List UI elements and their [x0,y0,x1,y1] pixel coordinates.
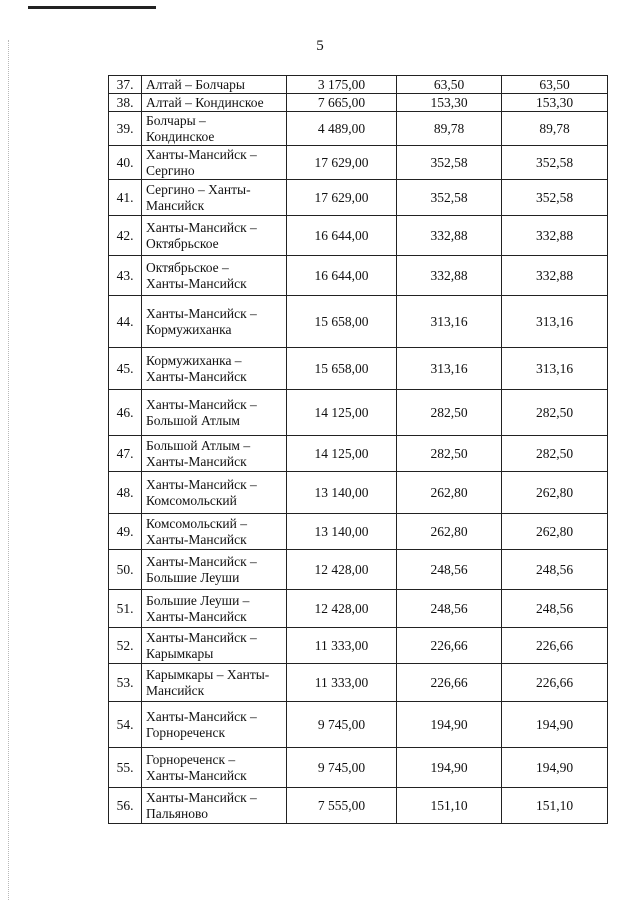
fee-amount-2: 153,30 [502,94,608,112]
total-amount: 11 333,00 [287,628,397,664]
fee-amount-2: 226,66 [502,664,608,702]
table-row [109,628,608,664]
route-line: Горнореченск [146,724,226,740]
route-line: Октябрьское [146,235,219,251]
route-cell [142,590,287,628]
table-row [109,590,608,628]
table-row [109,748,608,788]
fee-amount: 313,16 [397,348,502,390]
total-amount: 12 428,00 [287,590,397,628]
route-cell [142,296,287,348]
fee-amount-2: 248,56 [502,550,608,590]
route-line: Октябрьское – [146,259,229,275]
page-number: 5 [316,38,324,54]
total-amount: 13 140,00 [287,472,397,514]
table-row [109,94,608,112]
total-amount: 9 745,00 [287,702,397,748]
total-amount: 9 745,00 [287,748,397,788]
fee-amount-2: 332,88 [502,216,608,256]
total-amount: 13 140,00 [287,514,397,550]
fee-amount: 352,58 [397,146,502,180]
row-number: 44. [109,296,142,348]
total-amount: 7 555,00 [287,788,397,824]
fee-amount: 226,66 [397,664,502,702]
fee-amount-2: 313,16 [502,348,608,390]
route-cell [142,94,287,112]
fee-amount-2: 313,16 [502,296,608,348]
row-number: 46. [109,390,142,436]
route-line: Горнореченск – [146,751,236,767]
route-cell [142,112,287,146]
fee-amount-2: 282,50 [502,436,608,472]
table-row [109,390,608,436]
total-amount: 7 665,00 [287,94,397,112]
route-line: Ханты-Мансийск – [146,305,257,321]
table-row [109,180,608,216]
route-line: Ханты-Мансийск [146,453,247,469]
fee-amount-2: 332,88 [502,256,608,296]
fee-amount: 153,30 [397,94,502,112]
route-line: Мансийск [146,682,205,698]
route-cell [142,348,287,390]
route-cell [142,216,287,256]
row-number: 42. [109,216,142,256]
total-amount: 16 644,00 [287,216,397,256]
row-number: 45. [109,348,142,390]
fee-amount: 226,66 [397,628,502,664]
fee-amount-2: 194,90 [502,702,608,748]
fee-amount: 248,56 [397,550,502,590]
fares-table [108,75,608,824]
table-row [109,256,608,296]
table-row [109,702,608,748]
route-line: Ханты-Мансийск – [146,708,257,724]
row-number: 54. [109,702,142,748]
route-cell [142,788,287,824]
route-line: Ханты-Мансийск [146,368,247,384]
route-cell [142,180,287,216]
total-amount: 17 629,00 [287,180,397,216]
row-number: 39. [109,112,142,146]
route-line: Ханты-Мансийск – [146,146,257,162]
route-line: Сергино [146,162,195,178]
fares-table-body [109,76,608,824]
fee-amount-2: 89,78 [502,112,608,146]
fee-amount: 282,50 [397,436,502,472]
table-row [109,436,608,472]
fee-amount-2: 248,56 [502,590,608,628]
row-number: 48. [109,472,142,514]
total-amount: 4 489,00 [287,112,397,146]
row-number: 49. [109,514,142,550]
fee-amount-2: 194,90 [502,748,608,788]
route-line: Алтай – Кондинское [146,94,264,110]
row-number: 38. [109,94,142,112]
route-line: Ханты-Мансийск [146,531,247,547]
fee-amount: 248,56 [397,590,502,628]
route-cell [142,664,287,702]
fee-amount: 63,50 [397,76,502,94]
route-line: Ханты-Мансийск – [146,789,257,805]
fee-amount: 262,80 [397,514,502,550]
row-number: 41. [109,180,142,216]
total-amount: 12 428,00 [287,550,397,590]
fee-amount: 332,88 [397,256,502,296]
route-line: Карымкары [146,645,214,661]
route-line: Кормужиханка [146,321,232,337]
route-cell [142,702,287,748]
total-amount: 15 658,00 [287,296,397,348]
route-cell [142,514,287,550]
row-number: 47. [109,436,142,472]
route-line: Большие Леуши – [146,592,250,608]
row-number: 50. [109,550,142,590]
table-row [109,348,608,390]
route-line: Ханты-Мансийск [146,767,247,783]
row-number: 52. [109,628,142,664]
route-line: Ханты-Мансийск – [146,396,257,412]
route-line: Ханты-Мансийск – [146,219,257,235]
row-number: 55. [109,748,142,788]
table-row [109,664,608,702]
fee-amount: 262,80 [397,472,502,514]
table-row [109,788,608,824]
fee-amount: 151,10 [397,788,502,824]
route-line: Ханты-Мансийск – [146,629,257,645]
table-row [109,472,608,514]
fee-amount: 282,50 [397,390,502,436]
total-amount: 15 658,00 [287,348,397,390]
header-rule [28,6,156,9]
route-cell [142,390,287,436]
route-cell [142,76,287,94]
route-line: Сергино – Ханты- [146,181,251,197]
route-cell [142,436,287,472]
route-cell [142,550,287,590]
route-line: Кормужиханка – [146,352,242,368]
total-amount: 14 125,00 [287,390,397,436]
row-number: 37. [109,76,142,94]
row-number: 43. [109,256,142,296]
route-line: Карымкары – Ханты- [146,666,270,682]
route-line: Болчары – [146,112,206,128]
route-line: Ханты-Мансийск – [146,476,257,492]
row-number: 56. [109,788,142,824]
route-line: Алтай – Болчары [146,76,245,92]
total-amount: 3 175,00 [287,76,397,94]
fee-amount-2: 352,58 [502,146,608,180]
total-amount: 16 644,00 [287,256,397,296]
fee-amount: 89,78 [397,112,502,146]
route-line: Большой Атлым – [146,437,251,453]
row-number: 40. [109,146,142,180]
table-row [109,296,608,348]
route-line: Комсомольский – [146,515,247,531]
fee-amount-2: 352,58 [502,180,608,216]
route-line: Комсомольский [146,492,237,508]
row-number: 53. [109,664,142,702]
fee-amount: 194,90 [397,748,502,788]
fee-amount: 352,58 [397,180,502,216]
route-cell [142,628,287,664]
fee-amount: 332,88 [397,216,502,256]
route-cell [142,748,287,788]
table-row [109,514,608,550]
fee-amount-2: 282,50 [502,390,608,436]
total-amount: 11 333,00 [287,664,397,702]
route-line: Ханты-Мансийск – [146,553,257,569]
table-row [109,146,608,180]
route-line: Пальяново [146,805,208,821]
table-row [109,550,608,590]
total-amount: 14 125,00 [287,436,397,472]
route-cell [142,256,287,296]
row-number: 51. [109,590,142,628]
route-line: Ханты-Мансийск [146,275,247,291]
route-cell [142,472,287,514]
route-line: Кондинское [146,128,215,144]
scan-margin-dots [8,40,9,900]
fee-amount-2: 63,50 [502,76,608,94]
fee-amount-2: 226,66 [502,628,608,664]
fee-amount: 194,90 [397,702,502,748]
fee-amount-2: 262,80 [502,472,608,514]
total-amount: 17 629,00 [287,146,397,180]
table-row [109,112,608,146]
route-cell [142,146,287,180]
route-line: Большой Атлым [146,412,240,428]
fee-amount-2: 262,80 [502,514,608,550]
route-line: Мансийск [146,197,205,213]
fee-amount: 313,16 [397,296,502,348]
table-row [109,216,608,256]
fee-amount-2: 151,10 [502,788,608,824]
table-row [109,76,608,94]
route-line: Большие Леуши [146,569,240,585]
route-line: Ханты-Мансийск [146,608,247,624]
